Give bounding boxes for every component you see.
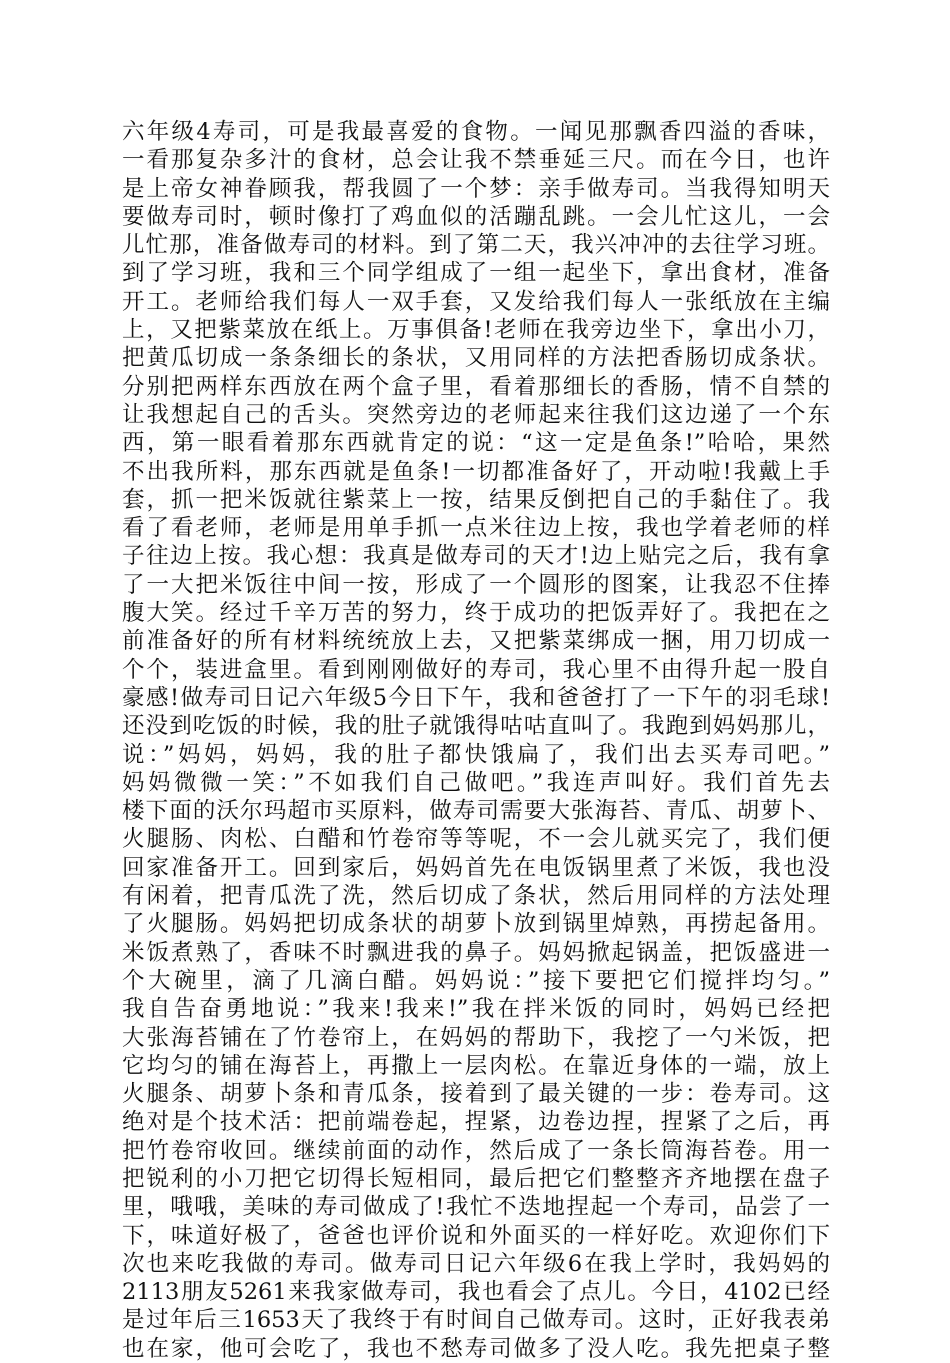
text-line: 前准备好的所有材料统统放上去，又把紫菜绑成一捆，用刀切成一 — [122, 628, 830, 655]
text-line: 一看那复杂多汁的食材，总会让我不禁垂延三尺。而在今日，也许 — [122, 147, 830, 174]
text-line: 上，又把紫菜放在纸上。万事俱备!老师在我旁边坐下，拿出小刀， — [122, 317, 830, 344]
text-line: 次也来吃我做的寿司。做寿司日记六年级6在我上学时，我妈妈的 — [122, 1250, 830, 1277]
text-line: 里，哦哦，美味的寿司做成了!我忙不迭地捏起一个寿司，品尝了一 — [122, 1194, 830, 1221]
text-line: 还没到吃饭的时候，我的肚子就饿得咕咕直叫了。我跑到妈妈那儿， — [122, 713, 830, 740]
text-line: 是过年后三1653天了我终于有时间自己做寿司。这时，正好我表弟 — [122, 1307, 830, 1334]
text-line: 大张海苔铺在了竹卷帘上，在妈妈的帮助下，我挖了一勺米饭，把 — [122, 1024, 830, 1051]
text-line: 让我想起自己的舌头。突然旁边的老师起来往我们这边递了一个东 — [122, 401, 830, 428]
text-line: 说：”妈妈，妈妈，我的肚子都快饿扁了，我们出去买寿司吧。” — [122, 741, 830, 768]
text-line: 个大碗里，滴了几滴白醋。妈妈说：”接下要把它们搅拌均匀。” — [122, 967, 830, 994]
text-line: 下，味道好极了，爸爸也评价说和外面买的一样好吃。欢迎你们下 — [122, 1222, 830, 1249]
body-text — [122, 118, 830, 1363]
text-line: 楼下面的沃尔玛超市买原料，做寿司需要大张海苔、青瓜、胡萝卜、 — [122, 798, 830, 825]
text-line: 把竹卷帘收回。继续前面的动作，然后成了一条长筒海苔卷。用一 — [122, 1137, 830, 1164]
document-page — [122, 118, 830, 1363]
text-line: 妈妈微微一笑：”不如我们自己做吧。”我连声叫好。我们首先去 — [122, 769, 830, 796]
text-line: 要做寿司时，顿时像打了鸡血似的活蹦乱跳。一会儿忙这儿，一会 — [122, 203, 830, 230]
text-line: 火腿条、胡萝卜条和青瓜条，接着到了最关键的一步：卷寿司。这 — [122, 1081, 830, 1108]
text-line: 不出我所料，那东西就是鱼条!一切都准备好了，开动啦!我戴上手 — [122, 458, 830, 485]
text-line: 火腿肠、肉松、白醋和竹卷帘等等呢，不一会儿就买完了，我们便 — [122, 826, 830, 853]
text-line: 米饭煮熟了，香味不时飘进我的鼻子。妈妈掀起锅盖，把饭盛进一 — [122, 939, 830, 966]
text-line: 豪感!做寿司日记六年级5今日下午，我和爸爸打了一下午的羽毛球! — [122, 684, 830, 711]
text-line: 看了看老师，老师是用单手抓一点米往边上按，我也学着老师的样 — [122, 515, 830, 542]
text-line: 它均匀的铺在海苔上，再撒上一层肉松。在靠近身体的一端，放上 — [122, 1052, 830, 1079]
text-line: 儿忙那，准备做寿司的材料。到了第二天，我兴冲冲的去往学习班。 — [122, 232, 830, 259]
text-line: 回家准备开工。回到家后，妈妈首先在电饭锅里煮了米饭，我也没 — [122, 854, 830, 881]
text-line: 把锐利的小刀把它切得长短相同，最后把它们整整齐齐地摆在盘子 — [122, 1165, 830, 1192]
text-line: 个个，装进盒里。看到刚刚做好的寿司，我心里不由得升起一股自 — [122, 656, 830, 683]
text-line: 西，第一眼看着那东西就肯定的说：“这一定是鱼条!”哈哈，果然 — [122, 430, 830, 457]
text-line: 子往边上按。我心想：我真是做寿司的天才!边上贴完之后，我有拿 — [122, 543, 830, 570]
text-line: 套，抓一把米饭就往紫菜上一按，结果反倒把自己的手黏住了。我 — [122, 486, 830, 513]
text-line: 分别把两样东西放在两个盒子里，看着那细长的香肠，情不自禁的 — [122, 373, 830, 400]
text-line: 我自告奋勇地说：”我来!我来!”我在拌米饭的同时，妈妈已经把 — [122, 996, 830, 1023]
text-line: 2113朋友5261来我家做寿司，我也看会了点儿。今日，4102已经 — [122, 1279, 830, 1306]
text-line: 把黄瓜切成一条条细长的条状，又用同样的方法把香肠切成条状。 — [122, 345, 830, 372]
text-line: 是上帝女神眷顾我，帮我圆了一个梦：亲手做寿司。当我得知明天 — [122, 175, 830, 202]
text-line: 也在家，他可会吃了，我也不愁寿司做多了没人吃。我先把桌子整 — [122, 1335, 830, 1362]
text-line: 腹大笑。经过千辛万苦的努力，终于成功的把饭弄好了。我把在之 — [122, 600, 830, 627]
text-line: 六年级4寿司，可是我最喜爱的食物。一闻见那飘香四溢的香味， — [122, 119, 830, 145]
text-line: 绝对是个技术活：把前端卷起，捏紧，边卷边捏，捏紧了之后，再 — [122, 1109, 830, 1136]
text-line: 开工。老师给我们每人一双手套，又发给我们每人一张纸放在主编 — [122, 288, 830, 315]
text-line: 了火腿肠。妈妈把切成条状的胡萝卜放到锅里焯熟，再捞起备用。 — [122, 911, 830, 938]
text-line: 到了学习班，我和三个同学组成了一组一起坐下，拿出食材，准备 — [122, 260, 830, 287]
text-line: 有闲着，把青瓜洗了洗，然后切成了条状，然后用同样的方法处理 — [122, 883, 830, 910]
text-line: 了一大把米饭往中间一按，形成了一个圆形的图案，让我忍不住捧 — [122, 571, 830, 598]
